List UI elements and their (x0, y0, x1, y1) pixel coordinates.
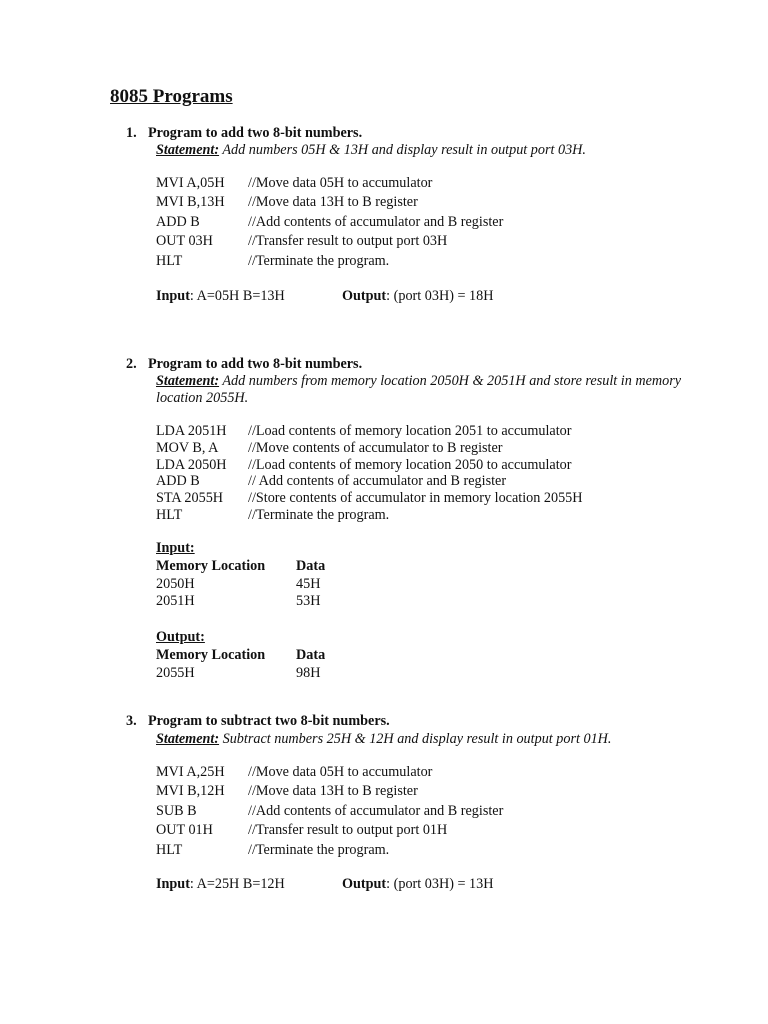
table-row (156, 575, 321, 594)
output-group (342, 876, 493, 893)
comment: //Move data 13H to B register (248, 194, 418, 211)
column-header: Memory Location (156, 647, 266, 663)
statement-label: Statement: (156, 373, 220, 389)
program-title: Program to add two 8-bit numbers. (148, 125, 363, 141)
instruction: HLT (156, 841, 183, 858)
column-header: Memory Location (156, 558, 266, 574)
data-value: 53H (296, 593, 321, 610)
input-heading: Input: (156, 540, 195, 556)
output-heading: Output: (156, 629, 205, 645)
program-3-io (156, 876, 494, 893)
instruction: HLT (156, 506, 183, 523)
memory-location: 2051H (156, 593, 195, 610)
instruction: ADD B (156, 213, 200, 230)
statement-text: Add numbers from memory location 2050H & 2051H and store result in memory location 2055H. (156, 373, 682, 406)
program-number: 1. (126, 125, 137, 141)
instruction: LDA 2051H (156, 423, 227, 439)
table-header-row (156, 647, 326, 665)
page-title: 8085 Programs (110, 86, 233, 107)
data-value: 98H (296, 664, 321, 681)
instruction: HLT (156, 252, 183, 269)
program-3-heading (126, 713, 390, 730)
comment: //Transfer result to output port 01H (248, 822, 448, 839)
comment: //Store contents of accumulator in memory location 2055H (248, 490, 583, 507)
instruction: MVI B,12H (156, 783, 225, 800)
instruction: LDA 2050H (156, 456, 227, 473)
program-number: 2. (126, 356, 137, 372)
output-label: Output (342, 288, 387, 304)
memory-location: 2050H (156, 575, 195, 592)
input-value: : A=25H B=12H (189, 876, 285, 892)
output-label: Output (342, 876, 387, 892)
instruction: OUT 01H (156, 822, 213, 839)
column-header: Data (296, 647, 326, 663)
instruction: MVI A,05H (156, 175, 225, 191)
comment: //Move data 13H to B register (248, 783, 418, 800)
data-value: 45H (296, 575, 321, 592)
comment: //Terminate the program. (248, 841, 390, 858)
table-row (156, 664, 321, 683)
comment: //Move data 05H to accumulator (248, 175, 433, 191)
program-2-heading (126, 356, 362, 373)
program-1-heading (126, 125, 362, 142)
comment: //Add contents of accumulator and B register (248, 213, 504, 230)
output-group (342, 288, 493, 305)
program-2-input-table (156, 540, 326, 611)
input-label: Input (156, 288, 190, 304)
program-2-output-table (156, 629, 326, 682)
program-title: Program to add two 8-bit numbers. (148, 356, 363, 372)
comment: //Move contents of accumulator to B register (248, 439, 503, 456)
program-1-io (156, 288, 494, 305)
input-value: : A=05H B=13H (189, 288, 285, 304)
output-value: : (port 03H) = 13H (386, 876, 494, 892)
comment: //Load contents of memory location 2050 to accumulator (248, 456, 572, 473)
statement-label: Statement: (156, 731, 220, 747)
program-1-statement (156, 142, 696, 159)
comment: // Add contents of accumulator and B register (248, 473, 507, 490)
instruction: SUB B (156, 802, 197, 819)
comment: //Add contents of accumulator and B register (248, 802, 504, 819)
column-header: Data (296, 558, 326, 574)
program-3-statement (156, 731, 696, 748)
program-number: 3. (126, 713, 137, 729)
instruction: OUT 03H (156, 233, 213, 250)
instruction: MVI B,13H (156, 194, 225, 211)
comment: //Terminate the program. (248, 506, 390, 523)
table-header-row (156, 558, 326, 576)
program-title: Program to subtract two 8-bit numbers. (148, 713, 390, 729)
instruction: MVI A,25H (156, 764, 225, 780)
instruction: MOV B, A (156, 439, 219, 456)
comment: //Terminate the program. (248, 252, 390, 269)
memory-location: 2055H (156, 664, 195, 681)
comment: //Load contents of memory location 2051 to accumulator (248, 423, 572, 439)
comment: //Transfer result to output port 03H (248, 233, 448, 250)
instruction: ADD B (156, 473, 200, 490)
instruction: STA 2055H (156, 490, 224, 507)
input-label: Input (156, 876, 190, 892)
table-row (156, 593, 321, 611)
comment: //Move data 05H to accumulator (248, 764, 433, 780)
program-2-statement (156, 373, 696, 407)
statement-label: Statement: (156, 142, 220, 158)
statement-text: Add numbers 05H & 13H and display result in output port 03H. (222, 142, 586, 158)
output-value: : (port 03H) = 18H (386, 288, 494, 304)
statement-text: Subtract numbers 25H & 12H and display result in output port 01H. (222, 731, 612, 747)
